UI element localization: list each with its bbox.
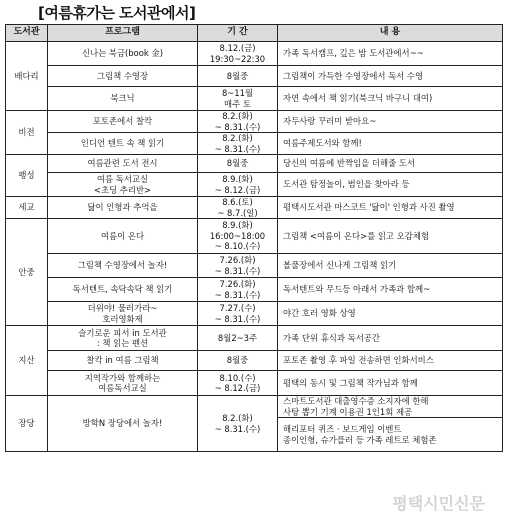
cell-line: ~ 8.31.(수) (214, 313, 261, 324)
program-description (278, 219, 503, 254)
cell-line: 8.2.(화) (222, 413, 253, 423)
cell-line: 종이인형, 슈가플러 등 가족 레트로 체험존 (283, 434, 437, 445)
cell-line: 16:00~18:00 (209, 230, 266, 241)
program-name (48, 351, 198, 371)
table-row (6, 326, 503, 351)
table-row (6, 87, 503, 111)
cell-line: 도서관 탐정놀이, 범인을 찾아라 등 (283, 179, 410, 190)
watermark: 평택시민신문 (392, 494, 485, 513)
cell-line: 8.12.(금) (219, 43, 256, 53)
program-name (48, 66, 198, 87)
cell-line: 평택의 동시 및 그림책 작가님과 함께 (283, 377, 418, 388)
cell-line: 인디언 텐트 속 책 읽기 (80, 138, 165, 149)
cell-line: 스마트도서관 대출영수증 소지자에 한해 (283, 396, 429, 406)
program-period (198, 133, 278, 155)
cell-line: 7.26.(화) (219, 279, 256, 289)
cell-line: 매주 토 (224, 98, 251, 109)
page-title: [여름휴가는 도서관에서] (38, 4, 196, 22)
cell-line: 8월중 (226, 158, 249, 169)
program-name (48, 254, 198, 278)
library-name: 지산 (6, 326, 48, 396)
program-description (278, 278, 503, 302)
program-description (278, 42, 503, 66)
program-name (48, 197, 198, 219)
table-row (6, 302, 503, 326)
cell-line: 찰칵 in 여름 그림책 (86, 355, 159, 366)
program-name (48, 396, 198, 452)
program-description (278, 173, 503, 197)
cell-line: 8.9.(화) (222, 220, 253, 231)
program-name (48, 111, 198, 133)
cell-line: 7.27.(수) (219, 303, 256, 313)
table-row (6, 42, 503, 66)
program-description (278, 133, 503, 155)
table-row (6, 254, 503, 278)
cell-line: 8.9.(화) (222, 174, 253, 184)
cell-line: 포토존 촬영 후 파일 전송하면 인화서비스 (283, 355, 434, 366)
cell-line: 8.10.(수) (219, 372, 256, 383)
cell-line: 8~11월 (221, 88, 254, 98)
program-description (278, 351, 503, 371)
cell-line: 그림책 <여름이 온다>를 읽고 오감체험 (283, 230, 430, 241)
program-name (48, 219, 198, 254)
table-row (6, 351, 503, 371)
table-row (6, 111, 503, 133)
header-library: 도서관 (6, 25, 48, 42)
program-description (278, 66, 503, 87)
cell-line: 포토존에서 찰칵 (92, 116, 153, 127)
program-period (198, 371, 278, 396)
program-name (48, 42, 198, 66)
cell-line: 19:30~22:30 (209, 53, 266, 64)
cell-line: 그림책 수영장 (96, 70, 149, 81)
library-name: 배다리 (6, 42, 48, 111)
cell-line: ~ 8.10.(수) (214, 241, 261, 252)
program-period (198, 278, 278, 302)
library-name: 장당 (6, 396, 48, 452)
program-description (278, 254, 503, 278)
cell-line: 8월중 (226, 70, 249, 81)
table-row (6, 396, 503, 418)
table-row (6, 371, 503, 396)
program-table (5, 24, 503, 452)
program-description (278, 302, 503, 326)
cell-line: ~ 8.7.(일) (217, 207, 258, 218)
program-description (278, 111, 503, 133)
cell-line: 8.2.(화) (222, 111, 253, 121)
cell-line: 해리포터 퀴즈 · 보드게임 이벤트 (283, 424, 402, 434)
program-name (48, 173, 198, 197)
program-period (198, 197, 278, 219)
cell-line: 여름 독서교실 (96, 174, 149, 184)
cell-line: <초딩 추리반> (93, 184, 152, 195)
header-content: 내 용 (278, 25, 503, 42)
table-row (6, 278, 503, 302)
cell-line: ~ 8.31.(수) (214, 265, 261, 276)
cell-line: 닮이 인형과 추억을 (87, 202, 158, 213)
cell-line: ~ 8.31.(수) (214, 289, 261, 300)
program-period (198, 302, 278, 326)
program-description (278, 326, 503, 351)
cell-line: ~ 8.12.(금) (214, 184, 261, 195)
cell-line: 야간 호러 영화 상영 (283, 308, 356, 319)
table-row (6, 197, 503, 219)
program-description (278, 418, 503, 452)
program-description (278, 87, 503, 111)
header-period: 기 간 (198, 25, 278, 42)
program-name (48, 302, 198, 326)
table-header-row (6, 25, 503, 42)
cell-line: 독서텐트, 속닥속닥 책 읽기 (72, 284, 173, 295)
library-name: 비전 (6, 111, 48, 155)
table-row (6, 66, 503, 87)
cell-line: 8월2~3주 (217, 332, 258, 343)
cell-line: 가족 독서캠프, 깊은 밤 도서관에서~~ (283, 48, 424, 59)
program-name (48, 326, 198, 351)
cell-line: 더위야! 물러가라~ (87, 303, 158, 313)
table-row (6, 173, 503, 197)
program-period (198, 254, 278, 278)
cell-line: 사탕 뽑기 기계 이용권 1인1회 제공 (283, 406, 413, 417)
cell-line: 평택시도서관 마스코트 '닮이' 인형과 사진 촬영 (283, 202, 455, 213)
program-description (278, 155, 503, 173)
cell-line: 신나는 북금(book 金) (81, 48, 164, 59)
header-program: 프로그램 (48, 25, 198, 42)
library-name: 팽성 (6, 155, 48, 197)
cell-line: 방학N 장당에서 놀자! (82, 418, 163, 429)
cell-line: ~ 8.31.(수) (214, 143, 261, 154)
program-period (198, 326, 278, 351)
program-period (198, 42, 278, 66)
cell-line: 8.2.(화) (222, 133, 253, 143)
cell-line: 8월중 (226, 355, 249, 366)
cell-line: 그림책 수영장에서 놀자! (77, 260, 168, 271)
program-description (278, 371, 503, 396)
program-period (198, 173, 278, 197)
cell-line: 북크닉 (110, 93, 135, 104)
cell-line: ~ 8.31.(수) (214, 423, 261, 434)
program-description (278, 197, 503, 219)
library-name: 세교 (6, 197, 48, 219)
cell-line: 독서텐트와 무드등 아래서 가족과 함께~ (283, 284, 431, 295)
cell-line: 당신의 여름에 반짝임을 더해줄 도서 (283, 158, 416, 169)
cell-line: 여름독서교실 (98, 383, 147, 393)
table-body (6, 42, 503, 452)
program-name (48, 278, 198, 302)
cell-line: 8.6.(토) (222, 197, 253, 207)
cell-line: ~ 8.31.(수) (214, 121, 261, 132)
cell-line: ~ 8.12.(금) (214, 383, 261, 393)
program-period (198, 66, 278, 87)
program-name (48, 155, 198, 173)
program-description (278, 396, 503, 418)
cell-line: 호러영화제 (102, 313, 143, 324)
cell-line: 여름주제도서와 함께! (283, 138, 362, 149)
program-period (198, 396, 278, 452)
cell-line: 지역작가와 함께하는 (84, 372, 161, 383)
program-period (198, 87, 278, 111)
library-name: 안중 (6, 219, 48, 326)
cell-line: 볼풀장에서 신나게 그림책 읽기 (283, 260, 397, 271)
program-name (48, 87, 198, 111)
cell-line: 자연 속에서 책 읽기(북크닉 바구니 대여) (283, 93, 433, 104)
program-period (198, 219, 278, 254)
program-period (198, 111, 278, 133)
program-period (198, 351, 278, 371)
table-row (6, 155, 503, 173)
cell-line: : 책 읽는 펜션 (96, 338, 149, 348)
table-row (6, 133, 503, 155)
cell-line: 그림책이 가득한 수영장에서 독서 수영 (283, 70, 424, 81)
program-period (198, 155, 278, 173)
cell-line: 자두사랑 꾸러미 받아요~ (283, 116, 377, 127)
cell-line: 가족 단위 휴식과 독서공간 (283, 332, 380, 343)
cell-line: 여름이 온다 (100, 230, 145, 241)
cell-line: 7.26.(화) (219, 255, 256, 265)
program-name (48, 371, 198, 396)
table-row (6, 219, 503, 254)
cell-line: 슬기로운 피서 in 도서관 (78, 327, 167, 338)
cell-line: 여름관련 도서 전시 (87, 158, 158, 169)
program-name (48, 133, 198, 155)
